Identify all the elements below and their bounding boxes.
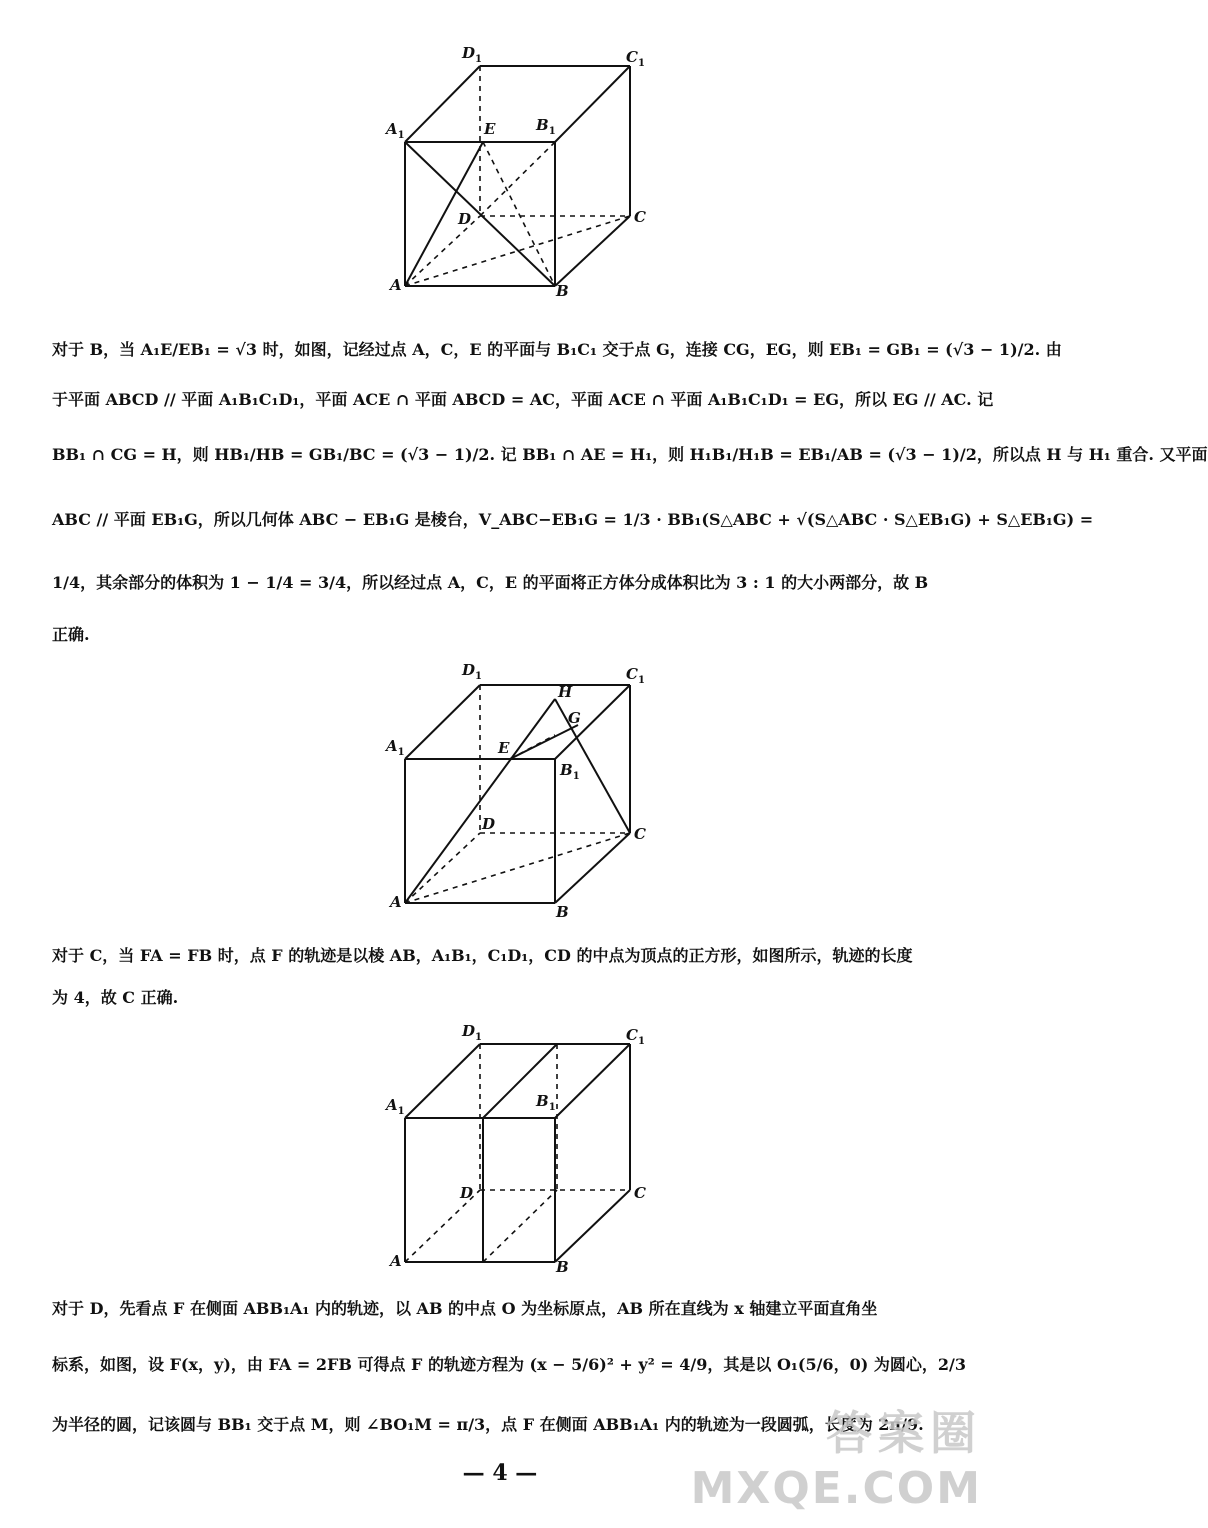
label-c: C	[634, 1184, 646, 1202]
label-d1: $D_1$	[462, 661, 482, 682]
figure-3-cube	[370, 1018, 670, 1282]
label-e: E	[484, 120, 496, 138]
para-d-line-3: 为半径的圆，记该圆与 BB₁ 交于点 M，则 ∠BO₁M = π/3，点 F 在侧面 ABB₁A₁ 内的轨迹为一段圆弧，长度为 2π/9.	[52, 1415, 924, 1434]
label-a: A	[390, 893, 402, 911]
page-number: — 4 —	[462, 1460, 538, 1486]
label-c1: $C_1$	[626, 1026, 645, 1047]
traj-mid-bottom-edge	[483, 1190, 557, 1262]
label-b1: $B_1$	[536, 1092, 556, 1113]
label-b: B	[556, 1258, 569, 1276]
para-b-line-1: 对于 B，当 A₁E/EB₁ = √3 时，如图，记经过点 A，C，E 的平面与 B₁C₁ 交于点 G，连接 CG，EG，则 EB₁ = GB₁ = (√3 − 1)/2. 由	[52, 340, 1062, 359]
figure-2-svg	[370, 655, 670, 920]
para-d-line-2: 标系，如图，设 F(x，y)，由 FA = 2FB 可得点 F 的轨迹方程为 (x − 5/6)² + y² = 4/9，其是以 O₁(5/6，0) 为圆心，2/3	[52, 1355, 966, 1374]
watermark	[691, 1397, 982, 1514]
seg-e-b	[483, 142, 555, 286]
label-c1: $C_1$	[626, 665, 645, 686]
para-b-line-2: 于平面 ABCD // 平面 A₁B₁C₁D₁，平面 ACE ∩ 平面 ABCD = AC，平面 ACE ∩ 平面 A₁B₁C₁D₁ = EG，所以 EG // AC. 记	[52, 390, 994, 409]
figure-3-svg	[370, 1018, 670, 1278]
edge-b-c	[555, 1190, 630, 1262]
para-b-line-3: BB₁ ∩ CG = H，则 HB₁/HB = GB₁/BC = (√3 − 1)/2. 记 BB₁ ∩ AE = H₁，则 H₁B₁/H₁B = EB₁/AB = (√3 − 1)/2，所以点 H 与 H₁ 重合. 又平面	[52, 445, 1208, 464]
edge-a1-d1	[405, 66, 480, 142]
edge-a1-d1	[405, 1044, 480, 1118]
figure-1-svg	[370, 38, 670, 298]
label-a1: $A_1$	[386, 1096, 405, 1117]
label-d: D	[458, 210, 472, 228]
label-c1: $C_1$	[626, 48, 645, 69]
para-b-line-4: ABC // 平面 EB₁G，所以几何体 ABC − EB₁G 是棱台，V_ABC−EB₁G = 1/3 · BB₁(S△ABC + √(S△ABC · S△EB₁G) + S△EB₁G) =	[52, 510, 1094, 529]
label-b1: $B_1$	[536, 116, 556, 137]
label-a1: $A_1$	[386, 737, 405, 758]
label-a1: $A_1$	[386, 120, 405, 141]
para-c-line-2: 为 4，故 C 正确.	[52, 988, 179, 1007]
label-b: B	[556, 903, 569, 921]
label-c: C	[634, 825, 646, 843]
label-h: H	[558, 683, 573, 701]
edge-a1-d1	[405, 685, 480, 759]
edge-b-c	[555, 216, 630, 286]
label-b1: $B_1$	[560, 761, 580, 782]
label-b: B	[556, 282, 569, 300]
figure-2-cube	[370, 655, 670, 924]
label-c: C	[634, 208, 646, 226]
para-b-line-6: 正确.	[52, 625, 90, 644]
figure-1-cube	[370, 38, 670, 302]
edge-a-d	[405, 833, 480, 903]
label-d: D	[460, 1184, 474, 1202]
label-d1: $D_1$	[462, 1022, 482, 1043]
edge-b-c	[555, 833, 630, 903]
diag-a-c	[405, 833, 630, 903]
label-d: D	[482, 815, 496, 833]
para-d-line-1: 对于 D，先看点 F 在侧面 ABB₁A₁ 内的轨迹，以 AB 的中点 O 为坐标原点，AB 所在直线为 x 轴建立平面直角坐	[52, 1299, 878, 1318]
label-e: E	[498, 739, 510, 757]
label-a: A	[390, 276, 402, 294]
watermark-cn: 答案圈	[826, 1406, 982, 1460]
seg-a-e	[405, 142, 483, 286]
label-d1: $D_1$	[462, 44, 482, 65]
edge-b1-c1	[555, 1044, 630, 1118]
label-g: G	[568, 709, 581, 727]
watermark-en: MXQE.COM	[690, 1463, 982, 1514]
label-a: A	[390, 1252, 402, 1270]
edge-b1-c1	[555, 66, 630, 142]
diag-b-d1	[480, 142, 555, 216]
para-b-line-5: 1/4，其余部分的体积为 1 − 1/4 = 3/4，所以经过点 A，C，E 的平面将正方体分成体积比为 3 : 1 的大小两部分，故 B	[52, 573, 929, 592]
para-c-line-1: 对于 C，当 FA = FB 时，点 F 的轨迹是以棱 AB，A₁B₁，C₁D₁，CD 的中点为顶点的正方形，如图所示，轨迹的长度	[52, 946, 913, 965]
